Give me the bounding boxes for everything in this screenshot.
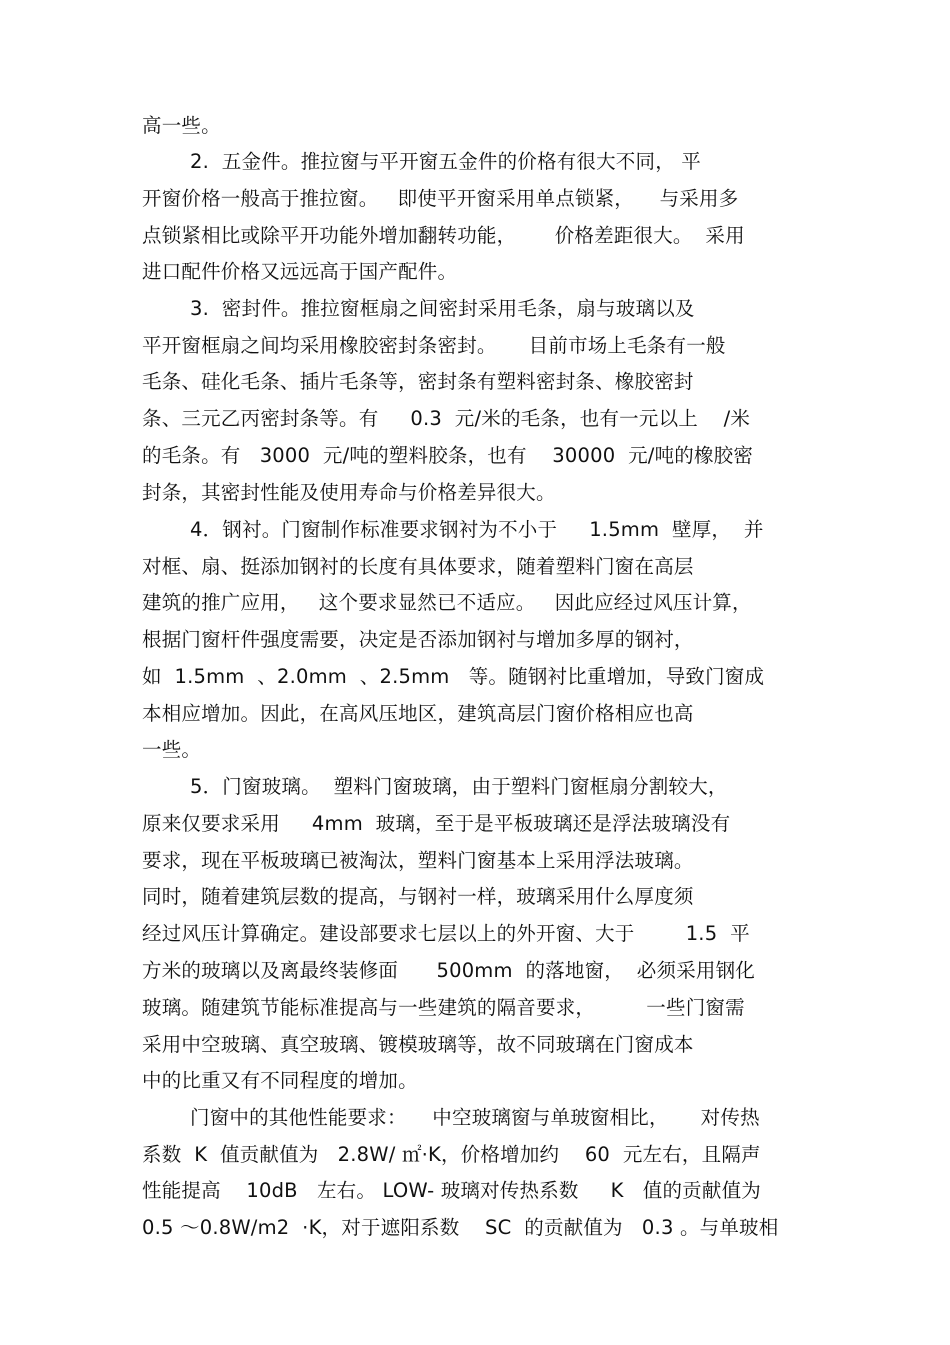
text-line: 中的比重又有不同程度的增加。: [142, 1069, 418, 1092]
text-line: 4．钢衬。门窗制作标准要求钢衬为不小于 1.5mm 壁厚， 并: [190, 518, 764, 541]
text-line: 门窗中的其他性能要求： 中空玻璃窗与单玻窗相比， 对传热: [190, 1106, 760, 1129]
text-line: 采用中空玻璃、真空玻璃、镀模玻璃等，故不同玻璃在门窗成本: [142, 1033, 694, 1056]
text-line: 3. 密封件。推拉窗框扇之间密封采用毛条，扇与玻璃以及: [190, 297, 695, 320]
text-line: 一些。: [142, 738, 202, 761]
text-line: 系数 K 值贡献值为 2.8W/ ㎡·K，价格增加约 60 元左右，且隔声: [142, 1143, 761, 1166]
text-line: 封条，其密封性能及使用寿命与价格差异很大。: [142, 481, 556, 504]
text-line: 点锁紧相比或除平开功能外增加翻转功能， 价格差距很大。 采用: [142, 224, 745, 247]
text-line: 建筑的推广应用， 这个要求显然已不适应。 因此应经过风压计算，: [142, 591, 752, 614]
text-line: 原来仅要求采用 4mm 玻璃，至于是平板玻璃还是浮法玻璃没有: [142, 812, 731, 835]
text-line: 毛条、硅化毛条、插片毛条等，密封条有塑料密封条、橡胶密封: [142, 370, 694, 393]
text-line: 5．门窗玻璃。 塑料门窗玻璃，由于塑料门窗框扇分割较大，: [190, 775, 728, 798]
text-line: 方米的玻璃以及离最终装修面 500mm 的落地窗， 必须采用钢化: [142, 959, 755, 982]
text-line: 玻璃。随建筑节能标准提高与一些建筑的隔音要求， 一些门窗需: [142, 996, 745, 1019]
text-line: 开窗价格一般高于推拉窗。 即使平开窗采用单点锁紧， 与采用多: [142, 187, 739, 210]
text-line: 2. 五金件。推拉窗与平开窗五金件的价格有很大不同， 平: [190, 150, 702, 173]
text-line: 性能提高 10dB 左右。 LOW- 玻璃对传热系数 K 值的贡献值为: [142, 1179, 761, 1202]
text-line: 同时，随着建筑层数的提高，与钢衬一样，玻璃采用什么厚度须: [142, 885, 694, 908]
text-line: 0.5 ～0.8W/m2 ·K，对于遮阳系数 SC 的贡献值为 0.3 。与单玻相: [142, 1216, 779, 1239]
text-line: 要求，现在平板玻璃已被淘汰，塑料门窗基本上采用浮法玻璃。: [142, 849, 694, 872]
text-line: 根据门窗杆件强度需要，决定是否添加钢衬与增加多厚的钢衬，: [142, 628, 694, 651]
text-line: 经过风压计算确定。建设部要求七层以上的外开窗、大于 1.5 平: [142, 922, 750, 945]
text-line: 平开窗框扇之间均采用橡胶密封条密封。 目前市场上毛条有一般: [142, 334, 726, 357]
text-line: 条、三元乙丙密封条等。有 0.3 元/米的毛条，也有一元以上 /米: [142, 407, 751, 430]
text-line: 的毛条。有 3000 元/吨的塑料胶条，也有 30000 元/吨的橡胶密: [142, 444, 754, 467]
text-line: 对框、扇、挺添加钢衬的长度有具体要求，随着塑料门窗在高层: [142, 555, 694, 578]
text-line: 本相应增加。因此，在高风压地区，建筑高层门窗价格相应也高: [142, 702, 694, 725]
text-line: 如 1.5mm 、2.0mm 、2.5mm 等。随钢衬比重增加，导致门窗成: [142, 665, 765, 688]
text-line: 进口配件价格又远远高于国产配件。: [142, 260, 458, 283]
text-line: 高一些。: [142, 114, 221, 137]
